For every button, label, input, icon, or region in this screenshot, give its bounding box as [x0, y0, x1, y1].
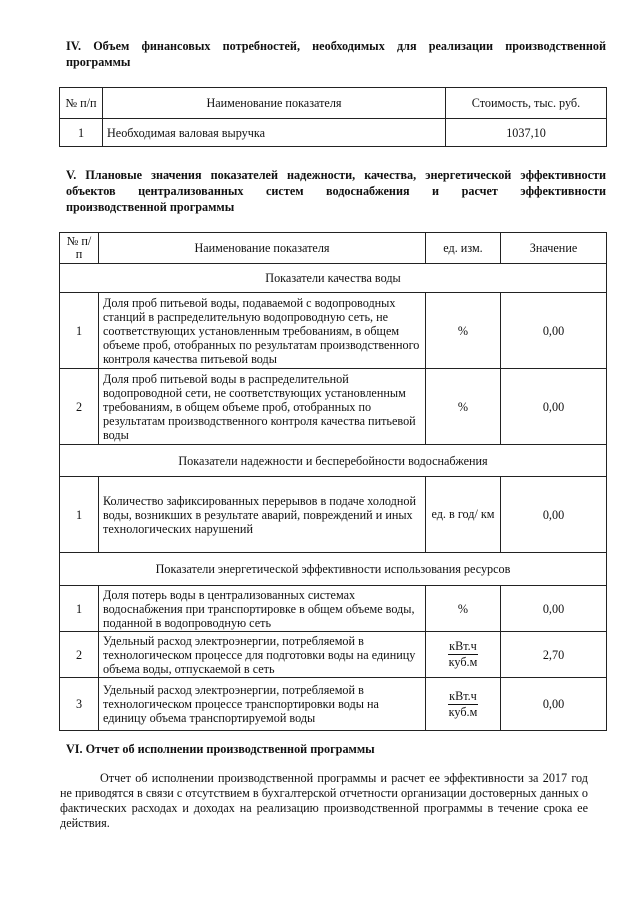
section-5-heading-line1: V. Плановые значения показателей надежности, качества, энергетической эффективности — [66, 168, 606, 182]
row-unit: % — [426, 586, 501, 632]
section-5-heading-line2: объектов централизованных систем водоснабжения и расчет эффективности — [66, 184, 606, 198]
row-num: 1 — [60, 477, 99, 553]
row-value: 2,70 — [501, 632, 607, 678]
table-header-row — [60, 233, 607, 264]
group-title-row — [60, 445, 607, 477]
section-6-heading: VI. Отчет об исполнении производственной программы — [66, 742, 375, 756]
section-4-heading-line2: программы — [66, 55, 131, 69]
col-header-value: Значение — [501, 233, 607, 264]
report-paragraph: Отчет об исполнении производственной программы и расчет ее эффективности за 2017 год не приводятся в связи с отсутствием в бухгалтерской отчетности организации достоверных данных о фактических расходах и доходах на реализацию производственной программы в течение срока ее действия. — [60, 771, 588, 830]
unit-denominator: куб.м — [448, 655, 478, 669]
unit-numerator: кВт.ч — [449, 639, 477, 653]
row-num: 2 — [60, 369, 99, 445]
table-row — [60, 632, 607, 678]
col-header-name: Наименование показателя — [99, 233, 426, 264]
row-name: Удельный расход электроэнергии, потребляемой в технологическом процессе для подготовки воды на единицу объема воды, отпускаемой в сеть — [99, 632, 426, 678]
row-name: Количество зафиксированных перерывов в подаче холодной воды, возникших в результате аварий, повреждений и иных технологических нарушений — [99, 477, 426, 553]
row-value: 0,00 — [501, 678, 607, 731]
unit-numerator: кВт.ч — [449, 688, 477, 703]
section-4-heading — [66, 38, 606, 70]
row-num: 3 — [60, 678, 99, 731]
row-cost: 1037,10 — [446, 119, 607, 147]
row-value: 0,00 — [501, 586, 607, 632]
group-title-reliability: Показатели надежности и бесперебойности водоснабжения — [60, 445, 607, 477]
row-value: 0,00 — [501, 369, 607, 445]
row-unit: % — [426, 293, 501, 369]
unit-denominator: куб.м — [448, 704, 478, 719]
group-title-row — [60, 264, 607, 293]
table-header-row — [60, 88, 607, 119]
table-row — [60, 586, 607, 632]
group-title-energy: Показатели энергетической эффективности использования ресурсов — [60, 553, 607, 586]
table-row — [60, 293, 607, 369]
table-row — [60, 369, 607, 445]
row-unit — [426, 678, 501, 731]
col-header-name: Наименование показателя — [103, 88, 446, 119]
financial-needs-table — [59, 87, 607, 147]
row-name: Доля проб питьевой воды в распределительной водопроводной сети, не соответствующих установленным требованиям, в общем объеме проб, отобранных по результатам производственного контроля качества питьевой воды — [99, 369, 426, 445]
section-4-heading-line1: IV. Объем финансовых потребностей, необходимых для реализации производственной — [66, 39, 606, 53]
table-row — [60, 477, 607, 553]
col-header-unit: ед. изм. — [426, 233, 501, 264]
row-num: 1 — [60, 293, 99, 369]
row-num: 1 — [60, 119, 103, 147]
unit-fraction — [448, 689, 478, 720]
group-title-quality: Показатели качества воды — [60, 264, 607, 293]
row-name: Доля проб питьевой воды, подаваемой с водопроводных станций в распределительную водопроводную сеть, не соответствующих установленным требованиям, в общем объеме проб, отобранных по результатам производственного контроля качества питьевой воды — [99, 293, 426, 369]
row-name: Удельный расход электроэнергии, потребляемой в технологическом процессе транспортировки воды на единицу объема транспортируемой воды — [99, 678, 426, 731]
col-header-cost: Стоимость, тыс. руб. — [446, 88, 607, 119]
group-title-row — [60, 553, 607, 586]
row-name: Доля потерь воды в централизованных системах водоснабжения при транспортировке в общем объеме воды, поданной в водопроводную сеть — [99, 586, 426, 632]
row-unit: % — [426, 369, 501, 445]
row-value: 0,00 — [501, 477, 607, 553]
col-header-num: № п/п — [60, 88, 103, 119]
table-row — [60, 119, 607, 147]
row-num: 1 — [60, 586, 99, 632]
section-5-heading — [66, 167, 606, 215]
table-row — [60, 678, 607, 731]
section-5-heading-line3: производственной программы — [66, 200, 235, 214]
col-header-num: № п/п — [60, 233, 99, 264]
row-unit — [426, 632, 501, 678]
unit-fraction — [448, 639, 478, 670]
row-name: Необходимая валовая выручка — [103, 119, 446, 147]
row-value: 0,00 — [501, 293, 607, 369]
indicators-table — [59, 232, 607, 731]
row-unit: ед. в год/ км — [426, 477, 501, 553]
row-num: 2 — [60, 632, 99, 678]
